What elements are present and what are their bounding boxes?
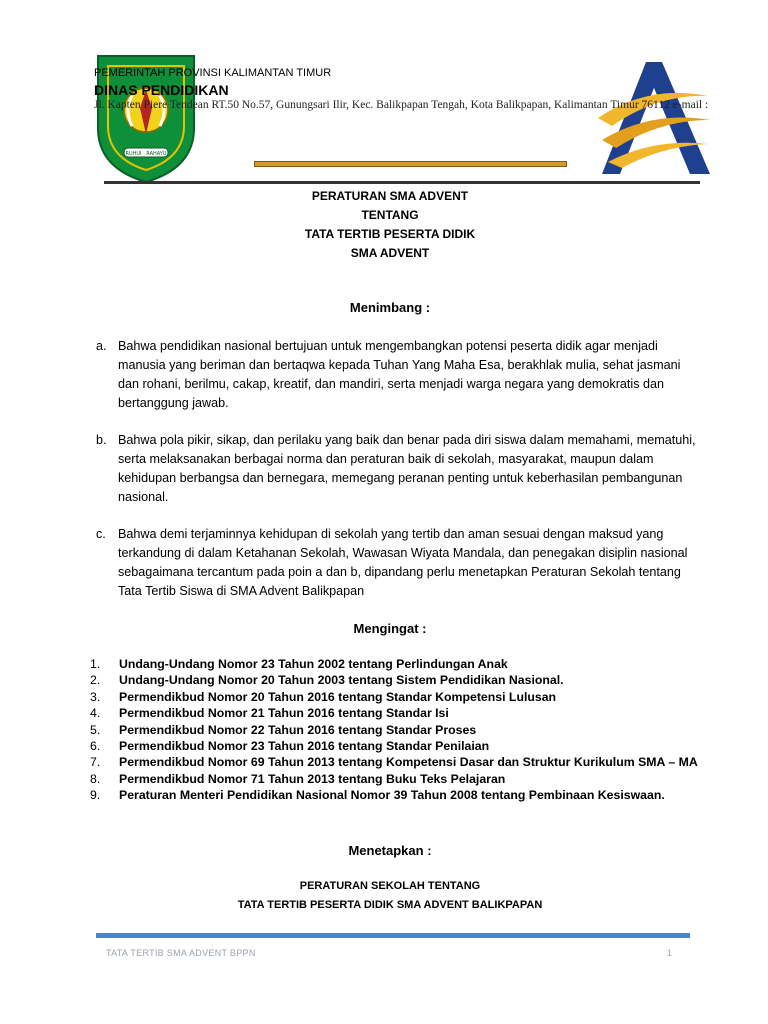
list-text: Permendikbud Nomor 22 Tahun 2016 tentang Standar Proses: [119, 722, 477, 737]
menimbang-item-c: [96, 525, 696, 601]
footer-label: TATA TERTIB SMA ADVENT BPPN: [106, 948, 256, 958]
item-label: b.: [96, 433, 107, 447]
list-item: [90, 672, 710, 688]
menimbang-heading: Menimbang :: [349, 300, 431, 315]
list-item: [90, 787, 710, 803]
menetapkan-line-2: TATA TERTIB PESERTA DIDIK SMA ADVENT BALIKPAPAN: [237, 899, 543, 911]
list-item: [90, 722, 710, 738]
list-item: [90, 656, 710, 672]
list-number: 1.: [90, 657, 101, 671]
page-number: 1: [667, 948, 673, 958]
list-text: Peraturan Menteri Pendidikan Nasional Nomor 39 Tahun 2008 tentang Pembinaan Kesiswaan.: [119, 788, 665, 803]
list-text: Permendikbud Nomor 20 Tahun 2016 tentang Standar Kompetensi Lulusan: [119, 689, 557, 704]
item-text: Bahwa demi terjaminnya kehidupan di sekolah yang tertib dan aman sesuai dengan maksud yang terkandung di dalam Ketahanan Sekolah, Wawasan Wiyata Mandala, dan penegakan disiplin nasional sebagaimana tercantum pada poin a dan b, dipandang perlu menetapkan Peraturan Sekolah tentang Tata Tertib Siswa di SMA Advent Balikpapan: [118, 527, 688, 598]
mengingat-heading: Mengingat :: [353, 621, 427, 636]
emblem-motto: RUHUI · RAHAYU: [125, 151, 167, 157]
title-line-1: PERATURAN SMA ADVENT: [311, 189, 469, 203]
menimbang-item-b: [96, 431, 696, 507]
header-gold-bar: [254, 161, 567, 167]
list-number: 7.: [90, 755, 101, 770]
menimbang-item-a: [96, 337, 696, 413]
list-text: Permendikbud Nomor 23 Tahun 2016 tentang Standar Penilaian: [119, 738, 490, 753]
list-number: 9.: [90, 788, 101, 803]
item-text: Bahwa pola pikir, sikap, dan perilaku yang baik dan benar pada diri siswa dalam memahami, mematuhi, serta melaksanakan berbagai norma dan peraturan baik di sekolah, masyarakat, maupun dalam kehidupan berbangsa dan bernegara, memegang peranan penting untuk keberhasilan pembangunan nasional.: [118, 433, 696, 504]
menetapkan-heading: Menetapkan :: [348, 843, 432, 858]
title-line-2: TENTANG: [361, 208, 419, 222]
title-line-3: TATA TERTIB PESERTA DIDIK: [304, 227, 476, 241]
list-text: Permendikbud Nomor 21 Tahun 2016 tentang Standar Isi: [119, 706, 449, 721]
footer-divider: [96, 933, 690, 938]
list-text: Undang-Undang Nomor 23 Tahun 2002 tentang Perlindungan Anak: [119, 657, 508, 671]
item-text: Bahwa pendidikan nasional bertujuan untuk mengembangkan potensi peserta didik agar menjadi manusia yang beriman dan bertaqwa kepada Tuhan Yang Maha Esa, berakhlak mulia, sehat jasmani dan rohani, berilmu, cakap, kreatif, dan mandiri, serta menjadi warga negara yang demokratis dan bertanggung jawab.: [118, 339, 681, 410]
item-label: a.: [96, 339, 107, 353]
list-text: Permendikbud Nomor 69 Tahun 2013 tentang Kompetensi Dasar dan Struktur Kurikulum SMA – MA: [119, 755, 698, 770]
list-item: [90, 738, 710, 754]
address-line: Jl. Kapten Piere Tendean RT.50 No.57, Gunungsari Ilir, Kec. Balikpapan Tengah, Kota Balikpapan, Kalimantan Timur 76112 e-mail :: [94, 99, 709, 111]
list-item: [90, 771, 710, 787]
list-number: 4.: [90, 706, 101, 721]
list-number: 5.: [90, 722, 101, 737]
header-divider: [104, 181, 700, 184]
list-text: Permendikbud Nomor 71 Tahun 2013 tentang Buku Teks Pelajaran: [119, 771, 506, 786]
list-item: [90, 689, 710, 705]
list-number: 8.: [90, 771, 101, 786]
law-list: [90, 656, 710, 804]
item-label: c.: [96, 527, 106, 541]
menetapkan-line-1: PERATURAN SEKOLAH TENTANG: [299, 880, 481, 892]
department-label: DINAS PENDIDIKAN: [94, 82, 229, 98]
title-line-4: SMA ADVENT: [350, 246, 430, 260]
advent-a-logo-icon: [598, 58, 718, 176]
list-text: Undang-Undang Nomor 20 Tahun 2003 tentang Sistem Pendidikan Nasional.: [119, 673, 564, 688]
government-label: PEMERINTAH PROVINSI KALIMANTAN TIMUR: [94, 67, 332, 79]
list-number: 6.: [90, 738, 101, 753]
list-item: [90, 705, 710, 721]
list-item: [90, 754, 710, 770]
list-number: 2.: [90, 673, 101, 688]
list-number: 3.: [90, 689, 101, 704]
